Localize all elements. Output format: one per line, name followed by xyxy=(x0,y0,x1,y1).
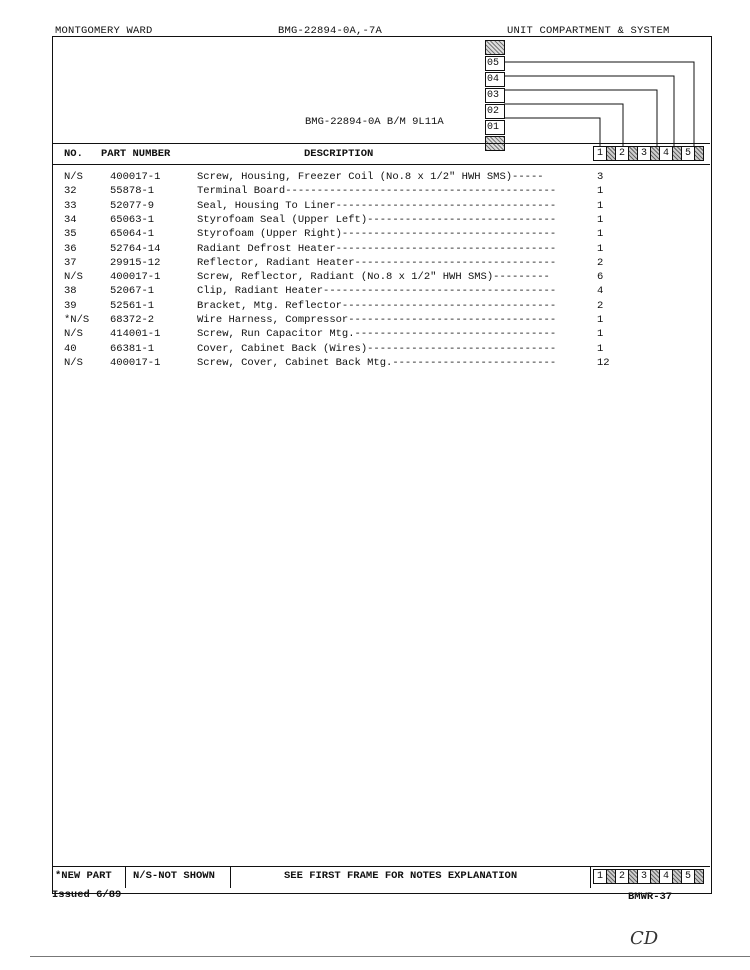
part-row-quantity: 1 xyxy=(597,314,604,326)
col-header-description: DESCRIPTION xyxy=(304,148,374,160)
stack-cell-02: 02 xyxy=(485,104,505,119)
part-row-quantity: 1 xyxy=(597,328,604,341)
part-row-quantity: 4 xyxy=(597,285,604,298)
col-box-4: 4 xyxy=(659,146,673,161)
part-row-no: 36 xyxy=(64,242,77,255)
part-row-no: 32 xyxy=(64,185,77,198)
part-row-number: 52067-1 xyxy=(110,285,155,298)
part-row-number: 400017-1 xyxy=(110,356,161,369)
part-row-no: 34 xyxy=(64,213,77,226)
section-header: UNIT COMPARTMENT & SYSTEM xyxy=(507,25,670,37)
part-row-quantity: 1 xyxy=(597,342,604,355)
stack-cell-05: 05 xyxy=(485,56,505,71)
part-row-description: Screw, Housing, Freezer Coil (No.8 x 1/2" HWH SMS)----- xyxy=(197,171,544,183)
footer-divider xyxy=(125,866,126,888)
part-row-description: Terminal Board------------------------------------------- xyxy=(197,185,557,198)
footer-divider xyxy=(230,866,231,888)
part-row-number: 52561-1 xyxy=(110,299,155,312)
footer-box-3: 3 xyxy=(637,869,651,884)
part-row-quantity: 1 xyxy=(597,185,604,198)
part-row-description: Styrofoam (Upper Right)---------------------------------- xyxy=(197,228,557,241)
col-box-1: 1 xyxy=(593,146,607,161)
part-row-quantity: 1 xyxy=(597,242,604,255)
part-row-number: 55878-1 xyxy=(110,185,155,198)
part-row-quantity: 3 xyxy=(597,171,604,183)
footer-box-4: 4 xyxy=(659,869,673,884)
bom-label: BMG-22894-0A B/M 9L11A xyxy=(305,116,444,128)
footer-box-2: 2 xyxy=(615,869,629,884)
footer-new-part: *NEW PART xyxy=(55,870,112,882)
part-row-description: Radiant Defrost Heater----------------------------------- xyxy=(197,242,557,255)
part-row-quantity: 1 xyxy=(597,199,604,212)
col-box-5: 5 xyxy=(681,146,695,161)
part-row-number: 52764-14 xyxy=(110,242,161,255)
part-row-quantity: 1 xyxy=(597,228,604,241)
brand-header: MONTGOMERY WARD xyxy=(55,25,153,37)
column-bottom-rule xyxy=(52,164,710,165)
footer-box-5: 5 xyxy=(681,869,695,884)
column-number-boxes xyxy=(593,146,703,161)
footer-not-shown: N/S-NOT SHOWN xyxy=(133,870,215,882)
part-row-number: 400017-1 xyxy=(110,271,161,284)
part-row-description: Reflector, Radiant Heater-------------------------------- xyxy=(197,256,557,269)
part-row-description: Cover, Cabinet Back (Wires)------------------------------ xyxy=(197,342,557,355)
part-row-number: 68372-2 xyxy=(110,314,155,326)
handwritten-mark: CD xyxy=(630,928,659,949)
part-row-description: Screw, Reflector, Radiant (No.8 x 1/2" HWH SMS)--------- xyxy=(197,271,550,284)
model-header: BMG-22894-0A,-7A xyxy=(278,25,383,37)
part-row-no: N/S xyxy=(64,356,83,369)
part-row-no: 40 xyxy=(64,342,77,355)
footer-box-1: 1 xyxy=(593,869,607,884)
footer-divider xyxy=(590,866,591,888)
page-bottom-rule xyxy=(30,956,750,957)
part-row-no: *N/S xyxy=(64,314,90,326)
part-row-quantity: 2 xyxy=(597,256,604,269)
part-row-no: 38 xyxy=(64,285,77,298)
part-row-description: Screw, Cover, Cabinet Back Mtg.-------------------------- xyxy=(197,356,557,369)
part-row-number: 65064-1 xyxy=(110,228,155,241)
part-row-no: 39 xyxy=(64,299,77,312)
col-box-2: 2 xyxy=(615,146,629,161)
footer-notes: SEE FIRST FRAME FOR NOTES EXPLANATION xyxy=(284,870,518,882)
part-row-number: 66381-1 xyxy=(110,342,155,355)
col-header-part: PART NUMBER xyxy=(101,148,171,160)
part-row-number: 414001-1 xyxy=(110,328,161,341)
part-row-number: 52077-9 xyxy=(110,199,155,212)
part-row-description: Seal, Housing To Liner----------------------------------- xyxy=(197,199,557,212)
issued-date: Issued 6/89 xyxy=(52,889,122,901)
col-header-no: NO. xyxy=(64,148,83,160)
part-row-no: 35 xyxy=(64,228,77,241)
part-row-description: Wire Harness, Compressor--------------------------------- xyxy=(197,314,557,326)
part-row-number: 400017-1 xyxy=(110,171,161,183)
part-row-description: Screw, Run Capacitor Mtg.-------------------------------- xyxy=(197,328,557,341)
part-row-no: N/S xyxy=(64,328,83,341)
part-row-no: 33 xyxy=(64,199,77,212)
column-top-rule xyxy=(52,143,710,144)
stack-cell-04: 04 xyxy=(485,72,505,87)
part-row-quantity: 12 xyxy=(597,356,610,369)
stack-cell-01: 01 xyxy=(485,120,505,135)
stack-cell-03: 03 xyxy=(485,88,505,103)
part-row-no: N/S xyxy=(64,171,83,183)
col-box-3: 3 xyxy=(637,146,651,161)
part-row-no: 37 xyxy=(64,256,77,269)
part-row-number: 65063-1 xyxy=(110,213,155,226)
part-row-quantity: 1 xyxy=(597,213,604,226)
part-row-description: Clip, Radiant Heater------------------------------------- xyxy=(197,285,557,298)
part-row-no: N/S xyxy=(64,271,83,284)
part-row-description: Styrofoam Seal (Upper Left)------------------------------ xyxy=(197,213,557,226)
part-row-quantity: 2 xyxy=(597,299,604,312)
part-row-number: 29915-12 xyxy=(110,256,161,269)
footer-number-boxes xyxy=(593,869,703,884)
page-code: BMWR-37 xyxy=(628,891,673,903)
part-row-quantity: 6 xyxy=(597,271,604,284)
part-row-description: Bracket, Mtg. Reflector---------------------------------- xyxy=(197,299,557,312)
